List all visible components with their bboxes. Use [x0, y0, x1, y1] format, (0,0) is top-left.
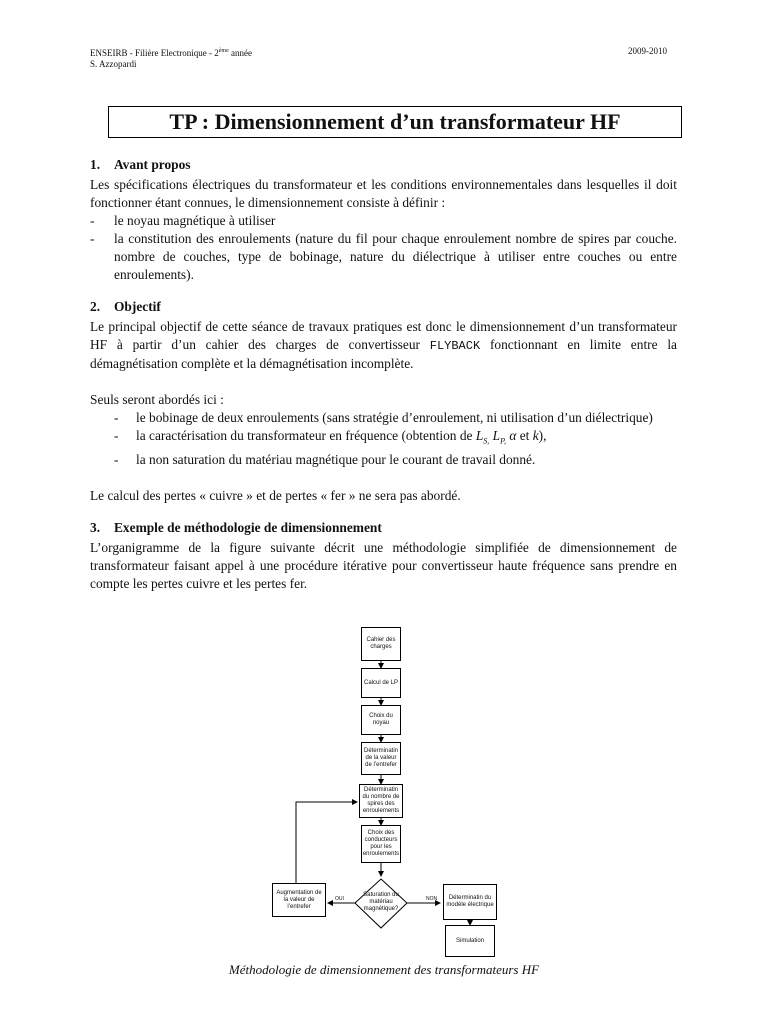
- section-2-paragraph: Le principal objectif de cette séance de travaux pratiques est donc le dimensionnement d’un transformateur HF à partir d’un cahier des charges de convertisseur FLYBACK fonctionnant en limite entre la démagnétisation complète et la démagnétisation incomplète.: [90, 319, 677, 371]
- list-item: - la constitution des enroulements (nature du fil pour chaque enroulement nombre de spires par couche. nombre de couches, type de bobinage, nature du diélectrique à utiliser entre couches ou entre enroulements).: [90, 231, 677, 282]
- section-1-heading: 1. Avant propos: [90, 157, 191, 172]
- node-determination-entrefer: Déterminatin de la valeur de l’entrefer: [361, 742, 401, 775]
- page-title: TP : Dimensionnement d’un transformateur HF: [108, 106, 682, 138]
- node-choix-conducteurs: Choix des conducteurs pour les enroulements: [361, 825, 401, 863]
- section-3-heading: 3. Exemple de méthodologie de dimensionnement: [90, 519, 382, 535]
- node-simulation: Simulation: [445, 925, 495, 957]
- header-author: S. Azzopardi: [90, 59, 137, 69]
- node-calcul-lp: Calcul de LP: [361, 668, 401, 698]
- section-3-paragraph: L’organigramme de la figure suivante décrit une méthodologie simplifiée de dimensionnement de transformateur faisant appel à une procédure itérative pour convertisseur haute fréquence sans prendre en compte les pertes cuivre et les pertes fer.: [90, 539, 677, 591]
- node-cahier-des-charges: Cahier des charges: [361, 627, 401, 661]
- section-2-intro: Seuls seront abordés ici :: [90, 392, 224, 407]
- list-item: - la caractérisation du transformateur en fréquence (obtention de $L_{S,}$ $L_{P,}$ α et k),: [114, 428, 547, 446]
- non-label: NON: [426, 896, 438, 902]
- header-year: 2009-2010: [628, 46, 667, 56]
- node-augmentation-entrefer: Augmentation de la valeur de l’entrefer: [272, 883, 326, 917]
- list-item: - le bobinage de deux enroulements (sans stratégie d’enroulement, ni utilisation d’un diélectrique): [114, 410, 653, 425]
- node-determination-modele: Déterminatin du modèle électrique: [443, 884, 497, 920]
- header-school: ENSEIRB - Filière Electronique - 2ème année: [90, 48, 252, 58]
- node-determination-spires: Déterminatin du nombre de spires des enroulements: [359, 784, 403, 818]
- node-choix-noyau: Choix du noyau: [361, 705, 401, 735]
- list-item: - le noyau magnétique à utiliser: [90, 213, 276, 228]
- section-1-paragraph: Les spécifications électriques du transformateur et les conditions environnementales dans lesquelles il doit fonctionner étant connues, le dimensionnement consiste à définir :: [90, 177, 677, 210]
- list-item: - la non saturation du matériau magnétique pour le courant de travail donné.: [114, 451, 536, 467]
- figure-caption: Méthodologie de dimensionnement des transformateurs HF: [228, 962, 540, 977]
- section-2-heading: 2. Objectif: [90, 299, 161, 314]
- section-2-final: Le calcul des pertes « cuivre » et de pertes « fer » ne sera pas abordé.: [90, 487, 461, 503]
- node-saturation: Saturation du matériau magnétique?: [363, 891, 399, 912]
- oui-label: OUI: [335, 896, 344, 902]
